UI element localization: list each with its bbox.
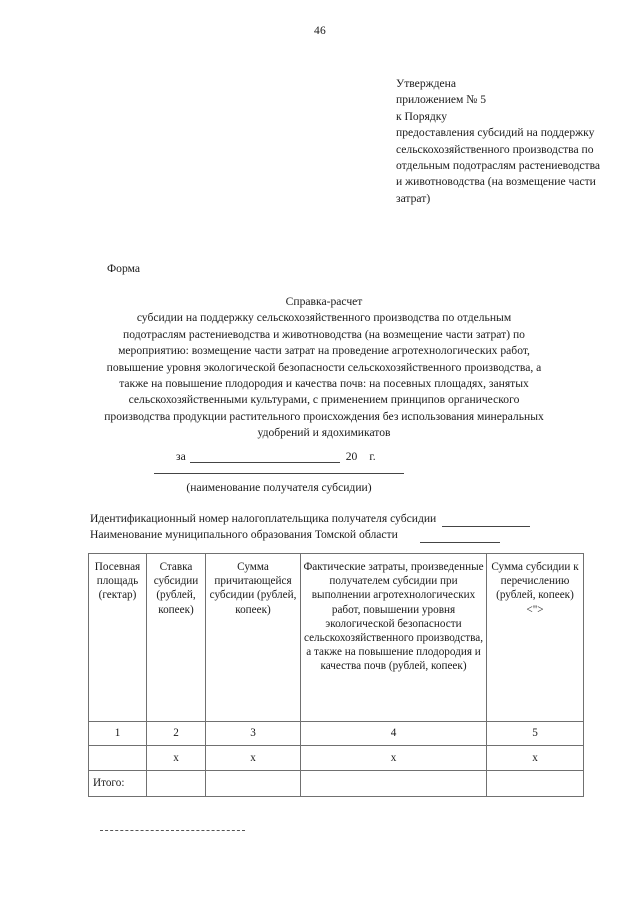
document-title-heading: Справка-расчет (285, 295, 363, 308)
approval-line-3: к Порядку (396, 109, 447, 123)
taxpayer-input[interactable] (442, 515, 530, 527)
period-input[interactable] (190, 450, 340, 463)
approval-line-2: приложением № 5 (396, 93, 487, 107)
taxpayer-row (90, 511, 590, 527)
column-number-5: 5 (487, 722, 584, 746)
subsidy-calculation-table (88, 553, 584, 797)
total-cell-subsidy-rate[interactable] (147, 771, 206, 797)
municipality-row (90, 527, 590, 543)
form-label: Форма (107, 262, 140, 275)
total-cell-subsidy-due[interactable] (206, 771, 301, 797)
taxpayer-label: Идентификационный номер налогоплательщика получателя субсидии (90, 512, 437, 525)
data-cell-subsidy-due[interactable]: x (206, 746, 301, 771)
period-line (176, 450, 376, 463)
identification-block (90, 511, 590, 543)
column-number-2: 2 (147, 722, 206, 746)
total-cell-actual-costs[interactable] (301, 771, 487, 797)
approval-block (396, 76, 608, 207)
column-header-sown-area: Посевная площадь (гектар) (89, 554, 147, 722)
table-header-row (89, 554, 584, 722)
column-number-4: 4 (301, 722, 487, 746)
table-row (89, 722, 584, 746)
column-number-3: 3 (206, 722, 301, 746)
total-label: Итого: (89, 771, 147, 797)
period-year: 20 (345, 450, 358, 463)
data-cell-actual-costs[interactable]: x (301, 746, 487, 771)
municipality-label: Наименование муниципального образования Томской области (90, 528, 398, 541)
approval-line-1: Утверждена (396, 77, 457, 90)
data-cell-subsidy-to-transfer[interactable]: x (487, 746, 584, 771)
table-row (89, 746, 584, 771)
data-cell-subsidy-rate[interactable]: x (147, 746, 206, 771)
recipient-caption: (наименование получателя субсидии) (186, 481, 372, 494)
data-cell-sown-area[interactable] (89, 746, 147, 771)
page-number: 46 (314, 25, 326, 37)
footnote-separator (100, 830, 245, 831)
document-title-body: субсидии на поддержку сельскохозяйственного производства по отдельным подотраслям растениеводства и животноводства (на возмещение части затрат) по мероприятию: возмещение части затрат на проведение агротехнологических работ, повышение уровня экологической безопасности сельскохозяйственного производства, а также на повышение плодородия и качества почв: на посевных площадях, занятых сельскохозяйственными культурами, с применением принципов органического производства продукции растительного происхождения без использования минеральных удобрений и ядохимикатов (104, 311, 544, 440)
table-row (89, 771, 584, 797)
column-header-subsidy-to-transfer: Сумма субсидии к перечислению (рублей, копеек) <"> (487, 554, 584, 722)
approval-line-4: предоставления субсидий на поддержку сельскохозяйственного производства по отдельным подотраслям растениеводства и животноводства (на возмещение части затрат) (396, 126, 601, 205)
column-header-actual-costs: Фактические затраты, произведенные получателем субсидии при выполнении агротехнологических работ, повышении уровня экологической безопасности сельскохозяйственного производства, а также на повышение плодородия и качества почв (рублей, копеек) (301, 554, 487, 722)
total-cell-subsidy-to-transfer[interactable] (487, 771, 584, 797)
column-header-subsidy-rate: Ставка субсидии (рублей, копеек) (147, 554, 206, 722)
municipality-input[interactable] (420, 531, 500, 543)
column-number-1: 1 (89, 722, 147, 746)
recipient-name-input[interactable] (154, 473, 404, 474)
document-title (104, 294, 544, 442)
period-prefix: за (176, 450, 186, 463)
period-year-suffix: г. (369, 450, 376, 463)
column-header-subsidy-due: Сумма причитающейся субсидии (рублей, копеек) (206, 554, 301, 722)
